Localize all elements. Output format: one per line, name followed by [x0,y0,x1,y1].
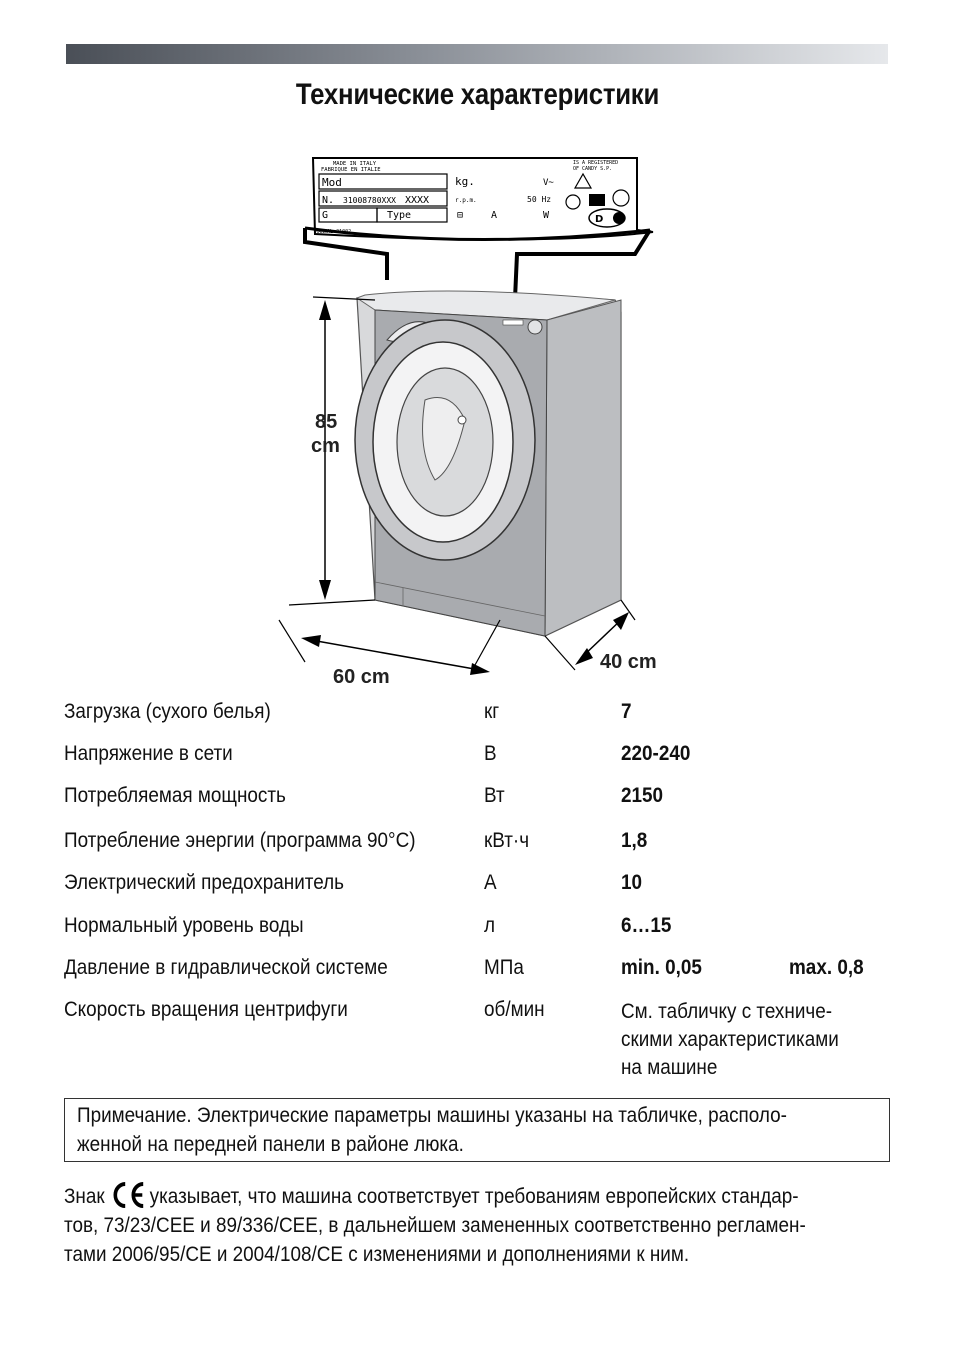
spec-name: Потребление энергии (программа 90°C) [64,829,416,852]
plate-made-in-1: MADE IN ITALY [333,161,377,167]
plate-w: W [543,210,550,221]
spec-unit: МПа [484,956,524,979]
note-line: женной на передней панели в районе люка. [77,1133,464,1156]
spec-name: Скорость вращения центрифуги [64,998,348,1021]
ce-mark-icon [108,1180,146,1210]
spec-name: Давление в гидравлической системе [64,956,388,979]
ce-line-1-rest: указывает, что машина соответствует требованиям европейских стандар- [149,1185,799,1208]
ce-prefix: Знак [64,1185,105,1208]
spec-unit: л [484,914,496,937]
spec-value: 1,8 [621,829,648,852]
plate-reg-2: OF CANDY S.P. [573,166,613,172]
spec-value-line: скими характеристиками [621,1028,839,1051]
note-box [64,1098,890,1162]
spec-value: 7 [621,700,632,723]
plate-n-value: 31008780XXX [343,196,396,205]
plate-g: G [322,210,329,221]
height-unit: cm [311,435,340,457]
spec-value: 220-240 [621,742,691,765]
depth-label: 40 cm [600,651,657,673]
spec-value-multiline [621,998,873,1082]
width-label: 60 cm [333,666,390,688]
spec-unit: А [484,871,497,894]
plate-reg-1: IS A REGISTERED [573,160,619,166]
spec-value: 10 [621,871,643,894]
height-label: 85 [315,411,338,433]
spec-name: Электрический предохранитель [64,871,344,894]
plate-code: MANUAL 21002 [315,229,352,235]
note-line: Примечание. Электрические параметры машины указаны на табличке, располо- [77,1104,787,1127]
spec-unit: Вт [484,784,505,807]
mark-icon [613,212,625,224]
ce-line-3: тами 2006/95/CE и 2004/108/CE с изменениями и дополнениями к ним. [64,1243,690,1266]
spec-row-energy [64,829,894,871]
spec-value-line: на машине [621,1056,718,1079]
spec-row-load [64,700,894,742]
spec-value: 2150 [621,784,664,807]
washing-machine-illustration [275,150,695,695]
plate-a: A [491,210,498,221]
spec-row-spin [64,998,894,1093]
spec-value-line: См. табличку с техниче- [621,1000,833,1023]
spec-unit: об/мин [484,998,545,1021]
spec-value-min: min. 0,05 [621,956,702,979]
spec-unit: кг [484,700,500,723]
ce-paragraph [64,1180,924,1269]
plate-made-in-2: FABRIQUE EN ITALIE [321,167,381,173]
spec-name: Загрузка (сухого белья) [64,700,271,723]
spec-value-max: max. 0,8 [789,956,864,979]
spec-name: Нормальный уровень воды [64,914,304,937]
plate-n-suffix: XXXX [405,195,430,206]
plate-v: V~ [543,178,554,188]
specs-table [64,700,894,1093]
spec-unit: В [484,742,497,765]
spec-row-voltage [64,742,894,784]
plate-d: D [595,214,604,225]
ce-line-1 [64,1180,838,1211]
spec-row-water [64,914,894,956]
ce-line-2: тов, 73/23/CEE и 89/336/CEE, в дальнейшем замененных соответственно регламен- [64,1214,806,1237]
spec-row-pressure [64,956,894,998]
spec-name: Напряжение в сети [64,742,233,765]
plate-n: N. [322,195,335,206]
plate-fuse-icon: ⊟ [457,210,464,221]
plate-hz: 50 Hz [527,195,552,204]
header-bar [66,44,888,64]
spec-row-power [64,784,894,829]
page-title: Технические характеристики [295,78,660,111]
weee-icon [589,194,605,206]
spec-row-fuse [64,871,894,914]
spec-value: 6…15 [621,914,672,937]
spec-unit: кВт·ч [484,829,530,852]
spec-name: Потребляемая мощность [64,784,286,807]
plate-type: Type [387,210,412,221]
plate-mod: Mod [322,176,342,189]
washing-machine [355,291,621,636]
plate-rpm: r.p.m. [455,197,477,204]
plate-kg: kg. [455,175,475,188]
